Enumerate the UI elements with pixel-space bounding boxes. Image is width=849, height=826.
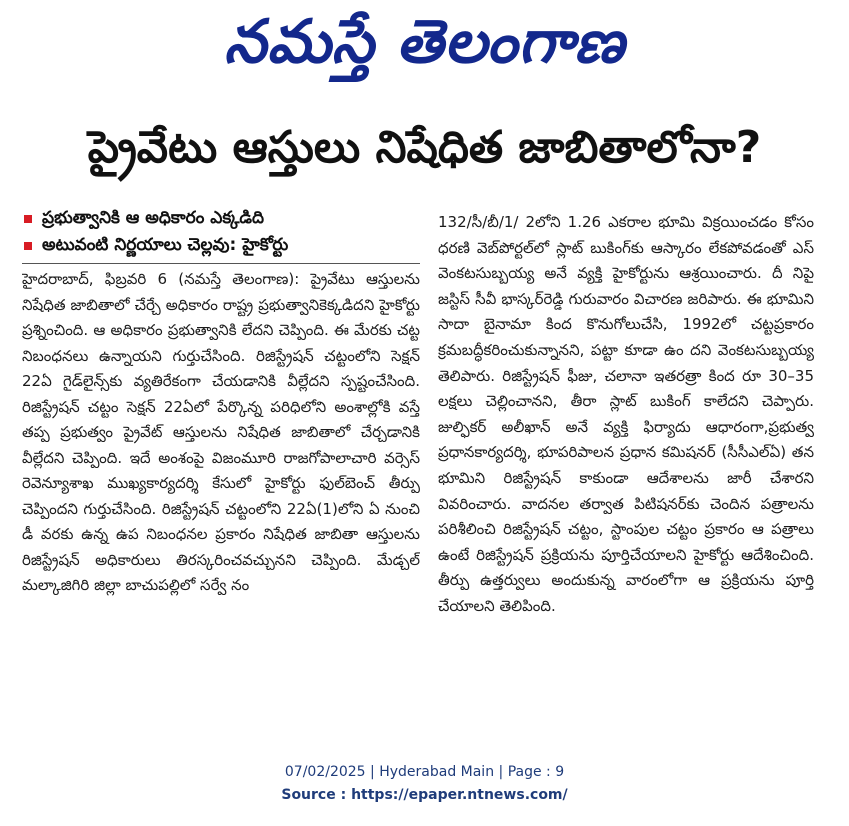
newspaper-masthead: నమస్తే తెలంగాణ (223, 7, 626, 77)
article-body-right: 132/సీ/బీ/1/ 2లోని 1.26 ఎకరాల భూమి విక్రయించడం కోసం ధరణి వెబ్‌పోర్టల్‌లో స్లాట్ బుకింగ్‌కు ఆస్కారం లేకపోవడంతో ఎస్ వెంకటసుబ్బయ్య అనే వ్యక్తి హైకోర్టును ఆశ్రయించారు. దీ నిపై జస్టిస్ సీవీ భాస్కర్‌రెడ్డి గురువారం విచారణ జరిపారు. ఈ భూమిని సాదా బైనామా కింద కొనుగోలుచేసి, 1992లో చట్టప్రకారం క్రమబద్ధీకరించుకున్నానని, పట్టా కూడా ఉం దని వెంకటసుబ్బయ్య తెలిపారు. రిజిస్ట్రేషన్ ఫీజు, చలానా ఇతరత్రా కింద రూ 30–35 లక్షలు చెల్లించానని, తీరా స్లాట్ బుకింగ్ కాలేదని చెప్పారు. జుల్ఫికర్ అలీఖాన్ అనే వ్యక్తి ఫిర్యాదు ఆధారంగా,ప్రభుత్వ ప్రధానకార్యదర్శి, భూపరిపాలన ప్రధాన కమిషనర్ (సీసీఎల్ఏ) తన భూమిని రిజిస్ట్రేషన్ కాకుండా ఆదేశాలను జారీ చేశారని వివరించారు. వాదనల తర్వాత పిటిషనర్‌కు చెందిన పత్రాలను పరిశీలించి రిజిస్ట్రేషన్ చట్టం, స్టాంపుల చట్టం ప్రకారం ఆ పత్రాలు ఉంటే రిజిస్ట్రేషన్ ప్రక్రియను పూర్తిచేయాలని హైకోర్టు ఆదేశించింది. తీర్పు ఉత్తర్వులు అందుకున్న వారంలోగా ఆ ప్రక్రియను పూర్తి చేయాలని తెలిపింది. (438, 213, 814, 615)
article-body-left: హైదరాబాద్, ఫిబ్రవరి 6 (నమస్తే తెలంగాణ): ప్రైవేటు ఆస్తులను నిషేధిత జాబితాలో చేర్చే అధికారం రాష్ట్ర ప్రభుత్వానికెక్కడిదని హైకోర్టు ప్రశ్నించింది. ఆ అధికారం ప్రభుత్వానికి లేదని చెప్పింది. ఈ మేరకు చట్ట నిబంధనలు ఉన్నాయని గుర్తుచేసింది. రిజిస్ట్రేషన్ చట్టంలోని సెక్షన్ 22ఏ గైడ్‌లైన్స్‌కు వ్యతిరేకంగా చేయడానికి వీల్లేదని స్పష్టంచేసింది. రిజిస్ట్రేషన్ చట్టం సెక్షన్ 22ఏలో పేర్కొన్న పరిధిలోని అంశాల్లోకి వస్తే తప్ప ప్రభుత్వం ప్రైవేట్ ఆస్తులను నిషేధిత జాబితాలో చేర్చడానికి వీల్లేదని చెప్పింది. ఇదే అంశంపై విజంమూరి రాజగోపాలాచారి వర్సెస్ రెవెన్యూశాఖ ముఖ్యకార్యదర్శి కేసులో హైకోర్టు ఫుల్‌బెంచ్ తీర్పు చెప్పిందని గుర్తుచేసింది. రిజిస్ట్రేషన్ చట్టంలోని 22ఏ(1)లోని ఏ నుంచి డీ వరకు ఉన్న ఉప నిబంధనల ప్రకారం నిషేధిత జాబితా ఆస్తులను రిజిస్ట్రేషన్ అధికారులు తిరస్కరించవచ్చునని చెప్పింది. మేడ్చల్ మల్కాజిగిరి జిల్లా బాచుపల్లిలో సర్వే నం (22, 270, 420, 594)
article-headline: ప్రైవేటు ఆస్తులు నిషేధిత జాబితాలోనా? (87, 122, 762, 173)
article-column-right (438, 210, 814, 750)
article-highlights (22, 205, 420, 259)
highlight-item: అటువంటి నిర్ణయాలు చెల్లవు: హైకోర్టు (22, 232, 420, 259)
source-link[interactable]: Source : https://epaper.ntnews.com/ (281, 787, 568, 803)
highlight-item: ప్రభుత్వానికి ఆ అధికారం ఎక్కడిది (22, 205, 420, 232)
article-column-left (22, 205, 420, 750)
edition-info: 07/02/2025 | Hyderabad Main | Page : 9 (284, 764, 565, 780)
highlight-divider (22, 263, 420, 264)
